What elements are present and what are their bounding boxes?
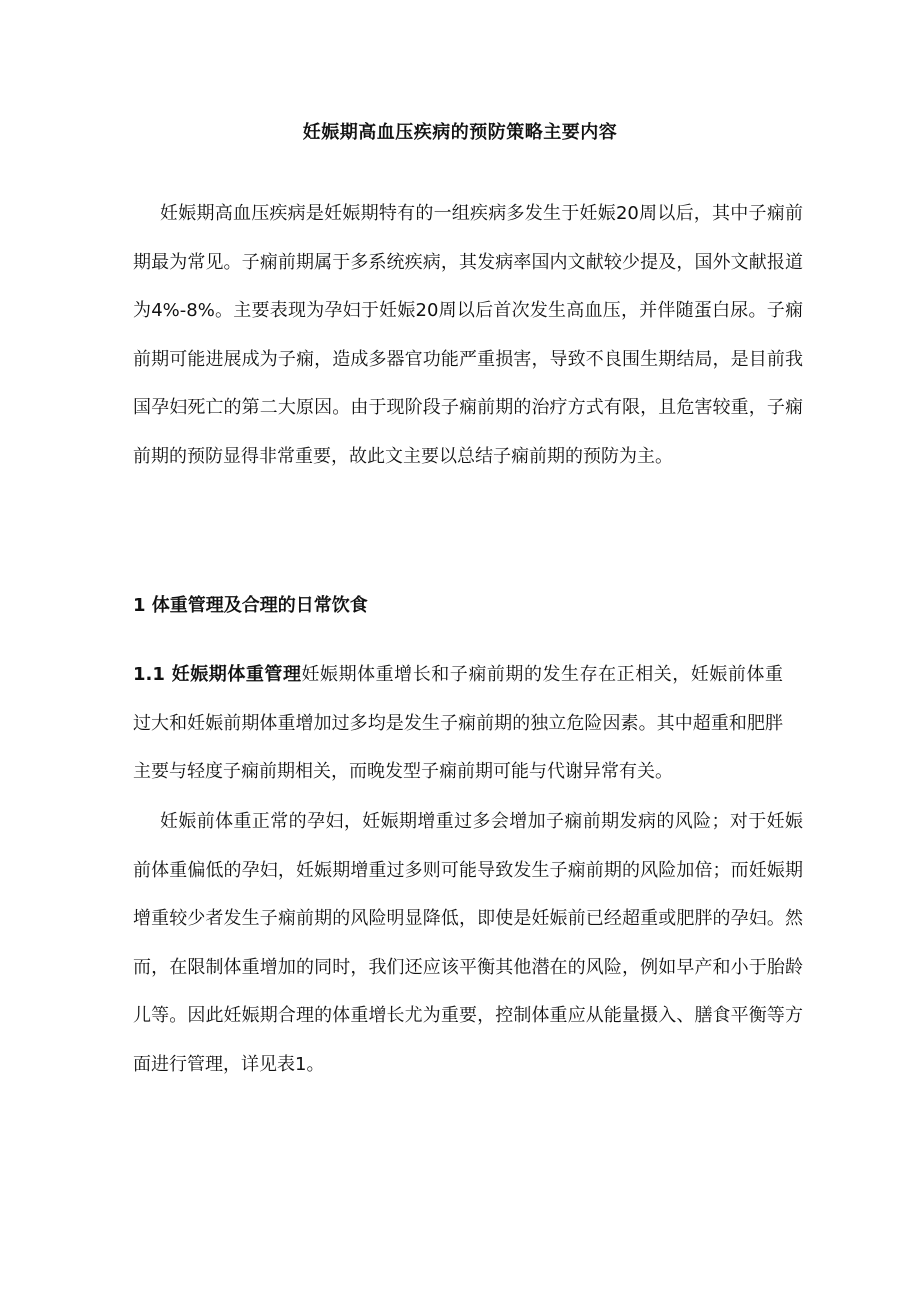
document-title: 妊娠期高血压疾病的预防策略主要内容 [302,122,618,144]
section-1-heading: 1 体重管理及合理的日常饮食 [133,595,368,616]
subsection-1-1-text: 妊娠期体重增长和子痫前期的发生存在正相关，妊娠前体重过大和妊娠前期体重增加过多均是发生子痫前期的独立危险因素。其中超重和肥胖主要与轻度子痫前期相关，而晚发型子痫前期可能与代谢异常有关。 [133,664,783,782]
weight-gain-paragraph: 妊娠前体重正常的孕妇，妊娠期增重过多会增加子痫前期发病的风险；对于妊娠前体重偏低的孕妇，妊娠期增重过多则可能导致发生子痫前期的风险加倍；而妊娠期增重较少者发生子痫前期的风险明显降低，即使是妊娠前已经超重或肥胖的孕妇。然而，在限制体重增加的同时，我们还应该平衡其他潜在的风险，例如早产和小于胎龄儿等。因此妊娠期合理的体重增长尤为重要，控制体重应从能量摄入、膳食平衡等方面进行管理，详见表1。 [133,811,803,1075]
subsection-1-1-paragraph [133,651,783,797]
intro-paragraph: 妊娠期高血压疾病是妊娠期特有的一组疾病多发生于妊娠20周以后，其中子痫前期最为常见。子痫前期属于多系统疾病，其发病率国内文献较少提及，国外文献报道为4%-8%。主要表现为孕妇于妊娠20周以后首次发生高血压，并伴随蛋白尿。子痫前期可能进展成为子痫，造成多器官功能严重损害，导致不良围生期结局，是目前我国孕妇死亡的第二大原因。由于现阶段子痫前期的治疗方式有限，且危害较重，子痫前期的预防显得非常重要，故此文主要以总结子痫前期的预防为主。 [133,203,803,467]
subsection-1-1-heading: 1.1 妊娠期体重管理 [133,664,302,685]
